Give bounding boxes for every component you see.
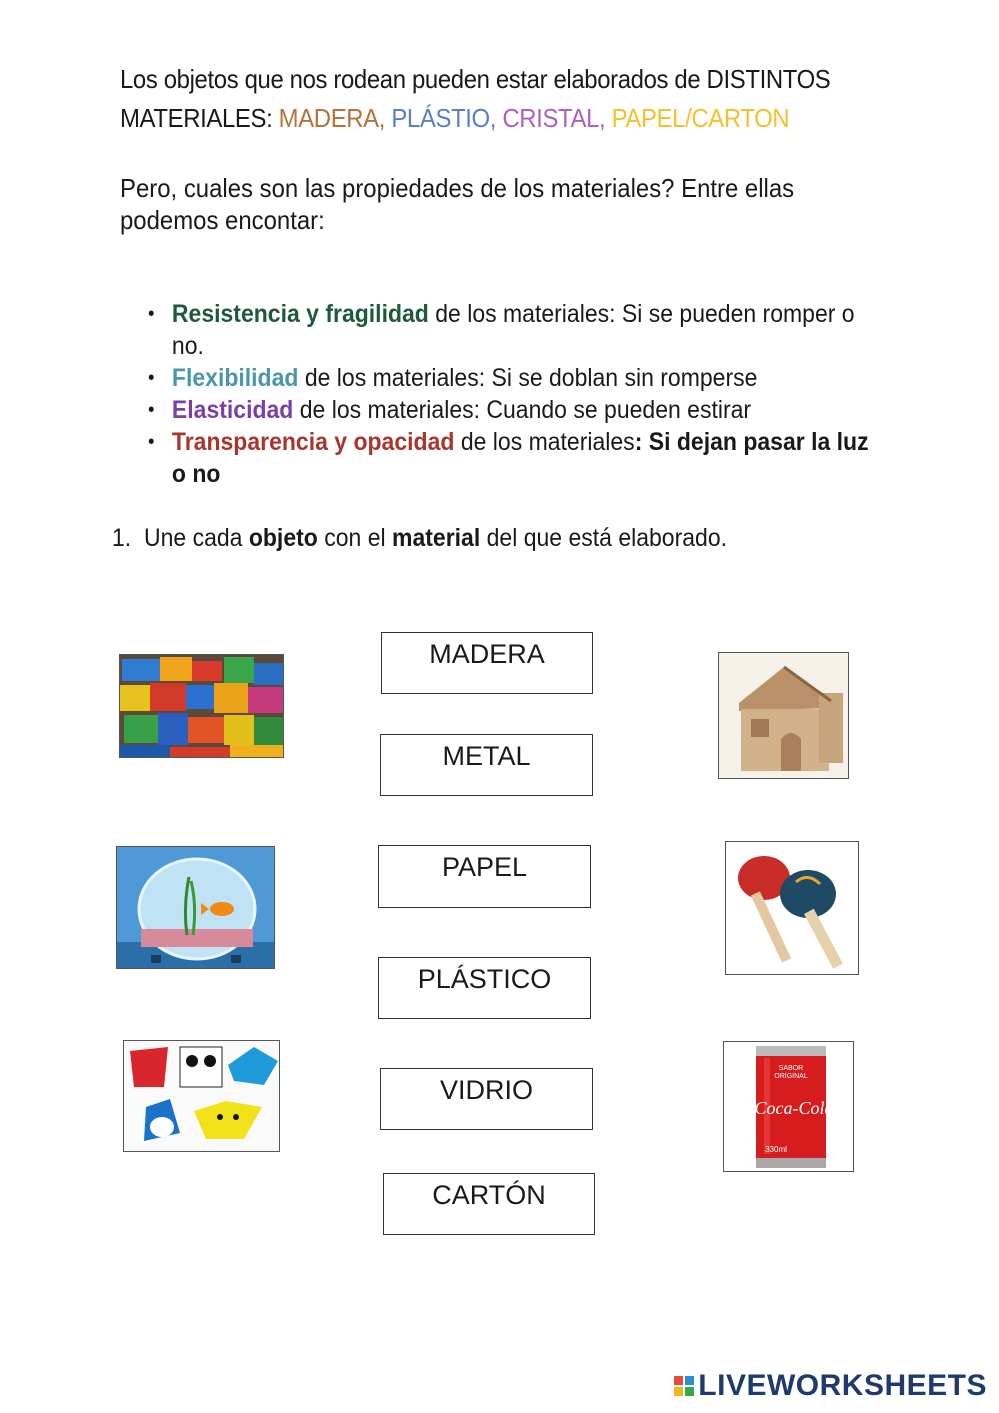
property-item-transparencia <box>148 426 884 490</box>
material-plastio-word: PLÁSTIO, <box>391 103 497 133</box>
property-description-bold: : Si dejan pasar la luz o no <box>171 428 869 488</box>
bullet-icon: • <box>148 431 155 453</box>
liveworksheets-logo-text: LIVEWORKSHEETS <box>698 1369 987 1402</box>
can-label-volume: 330ml <box>765 1145 787 1154</box>
maracas-icon <box>726 842 859 975</box>
intro-materials-prefix: MATERIALES: <box>120 103 279 133</box>
task-text-1: Une cada <box>143 524 249 552</box>
fishbowl-icon <box>117 847 275 969</box>
can-label-sabor: SABOR <box>778 1065 804 1072</box>
soda-can-image[interactable] <box>723 1041 854 1172</box>
task-text-3: del que está elaborado. <box>480 524 728 552</box>
bullet-icon: • <box>148 399 155 421</box>
liveworksheets-logo <box>674 1369 987 1403</box>
bullet-icon: • <box>148 303 155 325</box>
property-item-elasticidad <box>148 394 884 426</box>
material-cristal-word: CRISTAL, <box>502 103 606 133</box>
task-instruction <box>112 522 727 554</box>
question-paragraph <box>120 172 856 236</box>
lego-blocks-image[interactable] <box>119 654 284 758</box>
material-box-plastico[interactable]: PLÁSTICO <box>378 957 591 1019</box>
intro-paragraph <box>120 60 856 138</box>
material-madera-word: MADERA, <box>278 103 386 133</box>
material-papel-carton-word: PAPEL/CARTON <box>611 103 790 133</box>
property-description: de los materiales: Si se doblan sin romperse <box>298 364 758 392</box>
properties-list <box>148 298 884 490</box>
material-box-carton[interactable]: CARTÓN <box>383 1173 595 1235</box>
property-item-flexibilidad <box>148 362 884 394</box>
intro-line-2 <box>120 99 856 138</box>
property-term: Resistencia y fragilidad <box>171 300 429 328</box>
can-label-brand: Coca-Cola <box>754 1098 834 1118</box>
liveworksheets-logo-icon <box>674 1376 694 1396</box>
material-box-papel[interactable]: PAPEL <box>378 845 591 908</box>
intro-line-1: Los objetos que nos rodean pueden estar elaborados de DISTINTOS <box>120 64 831 94</box>
task-number: 1. <box>112 524 132 552</box>
property-item-resistencia <box>148 298 884 362</box>
question-line-1: Pero, cuales son las propiedades de los materiales? Entre ellas <box>120 173 795 203</box>
task-bold-objeto: objeto <box>248 524 318 552</box>
property-description: de los materiales <box>454 428 635 456</box>
property-description: de los materiales: Cuando se pueden estirar <box>293 396 752 424</box>
maracas-image[interactable] <box>725 841 859 975</box>
property-term: Transparencia y opacidad <box>171 428 455 456</box>
material-box-vidrio[interactable]: VIDRIO <box>380 1068 593 1130</box>
can-label-original: ORIGINAL <box>774 1073 808 1080</box>
property-description: de los materiales: Si se pueden romper o no. <box>171 300 855 360</box>
lego-blocks-icon <box>120 655 284 758</box>
question-line-2: podemos encontar: <box>120 205 325 235</box>
soda-can-icon <box>724 1042 854 1172</box>
task-text-2: con el <box>317 524 392 552</box>
cardboard-house-icon <box>719 653 849 779</box>
material-box-metal[interactable]: METAL <box>380 734 593 796</box>
origami-animals-icon <box>124 1041 280 1152</box>
bullet-icon: • <box>148 367 155 389</box>
fishbowl-image[interactable] <box>116 846 275 969</box>
property-term: Elasticidad <box>171 396 294 424</box>
property-term: Flexibilidad <box>171 364 299 392</box>
task-bold-material: material <box>391 524 481 552</box>
origami-animals-image[interactable] <box>123 1040 280 1152</box>
material-box-madera[interactable]: MADERA <box>381 632 593 694</box>
cardboard-house-image[interactable] <box>718 652 849 779</box>
